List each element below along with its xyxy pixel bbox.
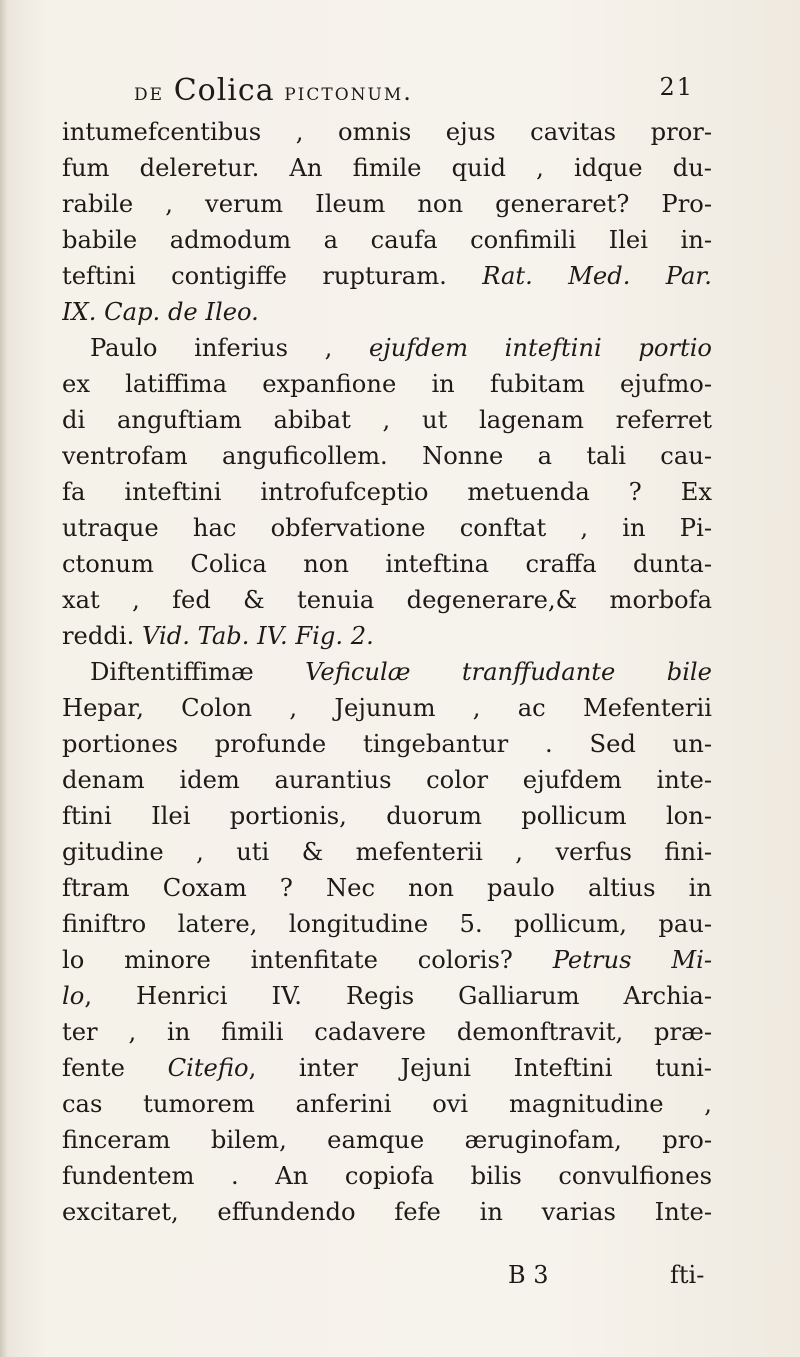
- text-line-27: [62, 1050, 712, 1086]
- text-line-7: [62, 330, 712, 366]
- running-head: [134, 73, 694, 108]
- italic-phrase: Veficulæ tranffudante bile: [305, 658, 712, 686]
- person-name: Petrus Mi-: [552, 946, 712, 974]
- text-line-5: [62, 258, 712, 294]
- text-segment: fente: [62, 1054, 125, 1082]
- text-line-23: finiftro latere, longitudine 5. pollicum, pau-: [62, 910, 712, 938]
- citation-reference: Rat. Med. Par.: [482, 262, 712, 290]
- text-line-13: ctonum Colica non inteftina craffa dunta-: [62, 550, 712, 578]
- text-line-1: intumefcentibus , omnis ejus cavitas pror-: [62, 118, 712, 146]
- body-text: [62, 114, 712, 1230]
- text-segment: lo minore intenfitate coloris?: [62, 946, 513, 974]
- person-name: Citefio: [167, 1054, 249, 1082]
- text-line-10: ventrofam anguficollem. Nonne a tali cau-: [62, 442, 712, 470]
- text-line-3: rabile , verum Ileum non generaret? Pro-: [62, 190, 712, 218]
- text-line-26: ter , in fimili cadavere demonftravit, præ-: [62, 1018, 712, 1046]
- text-line-17: Hepar, Colon , Jejunum , ac Mefenterii: [62, 694, 712, 722]
- text-line-9: di anguftiam abibat , ut lagenam referret: [62, 406, 712, 434]
- text-line-8: ex latiffima expanfione in fubitam ejufmo-: [62, 370, 712, 398]
- text-segment: Diftentiffimæ: [90, 658, 254, 686]
- catchword: fti-: [670, 1261, 705, 1289]
- text-segment: teftini contigiffe rupturam.: [62, 262, 447, 290]
- running-head-de: de: [134, 78, 165, 106]
- text-line-2: fum deleretur. An fimile quid , idque du-: [62, 154, 712, 182]
- text-line-11: fa inteftini introfufceptio metuenda ? Ex: [62, 478, 712, 506]
- text-line-18: portiones profunde tingebantur . Sed un-: [62, 730, 712, 758]
- text-line-22: ftram Coxam ? Nec non paulo altius in: [62, 874, 712, 902]
- page-gutter-shadow: [0, 0, 8, 1357]
- text-line-30: fundentem . An copiofa bilis convulfiones: [62, 1162, 712, 1190]
- text-line-19: denam idem aurantius color ejufdem inte-: [62, 766, 712, 794]
- text-line-29: finceram bilem, eamque æruginofam, pro-: [62, 1126, 712, 1154]
- text-line-21: gitudine , uti & mefenterii , verfus fini-: [62, 838, 712, 866]
- text-line-25: [62, 978, 712, 1014]
- text-line-15: [62, 618, 712, 654]
- running-head-pictonum: pictonum.: [284, 78, 413, 106]
- running-head-colica: Colica: [173, 73, 275, 108]
- text-line-24: [62, 942, 712, 978]
- signature-mark: B 3: [508, 1261, 549, 1289]
- person-name-cont: lo: [62, 982, 85, 1010]
- text-segment: reddi.: [62, 622, 135, 650]
- text-line-31: excitaret, effundendo fefe in varias Inte-: [62, 1198, 712, 1226]
- page-number: 21: [659, 73, 694, 101]
- text-line-20: ftini Ilei portionis, duorum pollicum lon-: [62, 802, 712, 830]
- text-segment: , inter Jejuni Inteftini tuni-: [248, 1054, 712, 1082]
- text-line-12: utraque hac obfervatione conftat , in Pi-: [62, 514, 712, 542]
- figure-reference: Vid. Tab. IV. Fig. 2.: [141, 622, 374, 650]
- text-line-16: [62, 654, 712, 690]
- italic-phrase: ejufdem inteftini portio: [368, 334, 712, 362]
- text-line-6: [62, 294, 712, 330]
- text-segment: , Henrici IV. Regis Galliarum Archia-: [84, 982, 712, 1010]
- text-line-4: babile admodum a caufa confimili Ilei in-: [62, 226, 712, 254]
- citation-reference-cont: IX. Cap. de Ileo.: [62, 298, 259, 326]
- text-line-28: cas tumorem anferini ovi magnitudine ,: [62, 1090, 712, 1118]
- text-line-14: xat , fed & tenuia degenerare,& morbofa: [62, 586, 712, 614]
- text-segment: Paulo inferius ,: [90, 334, 333, 362]
